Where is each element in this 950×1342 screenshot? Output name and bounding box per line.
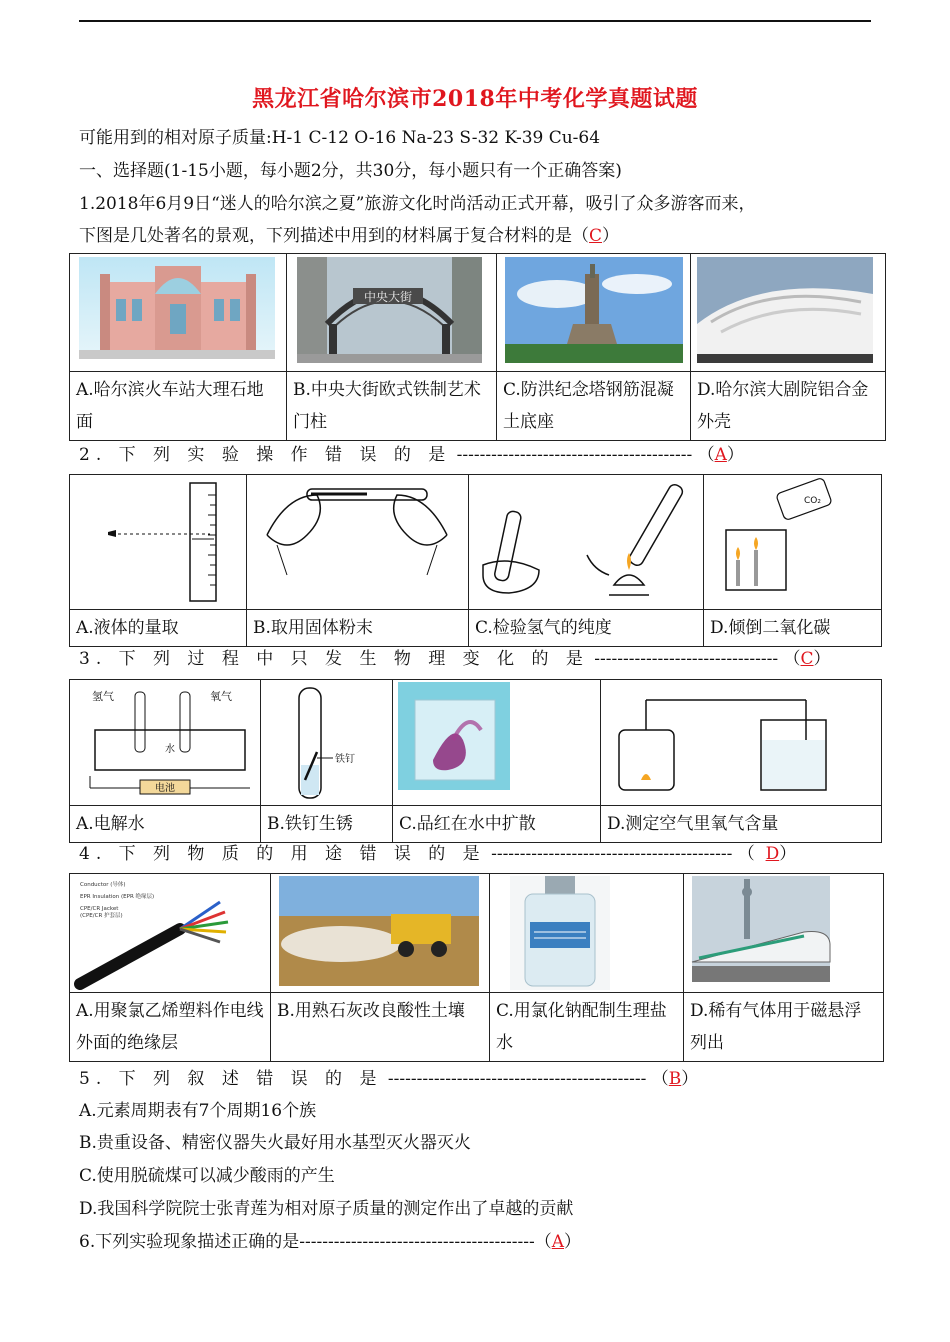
svg-text:中央大街: 中央大街 [363, 290, 413, 304]
cable-label-insulation: EPR Insulation (EPR 绝缘层) [80, 894, 155, 900]
q4-image-a [70, 874, 271, 993]
water-label: 水 [165, 744, 175, 755]
section-heading: 一、选择题(1-15小题，每小题2分，共30分，每小题只有一个正确答案) [79, 161, 622, 181]
q3-image-a [70, 680, 261, 806]
q1-image-b [287, 254, 497, 372]
q5-option-d: D.我国科学院院士张青莲为相对原子质量的测定作出了卓越的贡献 [79, 1199, 574, 1219]
q1-stem-line1: 1.2018年6月9日“迷人的哈尔滨之夏”旅游文化时尚活动正式开幕，吸引了众多游客而来， [79, 194, 756, 214]
q6-answer: A [551, 1232, 565, 1252]
q2-image-b [247, 475, 469, 610]
q4-image-d [684, 874, 884, 993]
h2-label: 氢气 [92, 690, 114, 703]
cable-label-conductor: Conductor (导体) [80, 882, 126, 888]
q2-option-c: C.检验氢气的纯度 [469, 610, 704, 647]
q2-option-d: D.倾倒二氧化碳 [704, 610, 882, 647]
q3-image-c [393, 680, 601, 806]
q2-image-c [469, 475, 704, 610]
q4-answer: D [765, 844, 780, 864]
atomic-mass-line: 可能用到的相对原子质量:H-1 C-12 O-16 Na-23 S-32 K-39 Cu-64 [79, 128, 601, 148]
q1-image-d [691, 254, 886, 372]
page-title: 黑龙江省哈尔滨市2018年中考化学真题试题 [252, 86, 698, 112]
header-rule [79, 20, 871, 22]
cable-label-jacket-cn: (CPE/CR 护套层) [80, 913, 123, 919]
q3-option-b: B.铁钉生锈 [261, 806, 393, 843]
q4-option-d: D.稀有气体用于磁悬浮列出 [684, 993, 884, 1062]
q3-stem: 3. 下 列 过 程 中 只 发 生 物 理 变 化 的 是 -------------------------------- （C） [79, 649, 831, 669]
q2-option-a: A.液体的量取 [70, 610, 247, 647]
co2-label: CO₂ [804, 496, 821, 506]
q2-image-a [70, 475, 247, 610]
q1-image-a [70, 254, 287, 372]
cable-label-jacket: CPE/CR Jacket [80, 906, 119, 912]
q1-options-table [69, 253, 886, 441]
q3-answer: C [800, 649, 814, 669]
q4-option-c: C.用氯化钠配制生理盐水 [490, 993, 684, 1062]
q1-answer: C [589, 226, 603, 246]
q3-image-b [261, 680, 393, 806]
q1-image-c [497, 254, 691, 372]
q2-answer: A [714, 445, 727, 465]
q5-stem: 5. 下 列 叙 述 错 误 的 是 --------------------------------------------- （B） [79, 1069, 699, 1089]
q4-option-b: B.用熟石灰改良酸性土壤 [271, 993, 490, 1062]
q5-option-a: A.元素周期表有7个周期16个族 [79, 1101, 317, 1121]
q1-stem-line2: 下图是几处著名的景观，下列描述中用到的材料属于复合材料的是（C） [79, 226, 620, 246]
q3-option-d: D.测定空气里氧气含量 [601, 806, 882, 843]
q4-image-c [490, 874, 684, 993]
q2-options-table [69, 474, 882, 647]
nail-label: 铁钉 [335, 754, 355, 765]
q1-option-a: A.哈尔滨火车站大理石地面 [70, 372, 287, 441]
q3-image-d [601, 680, 882, 806]
q1-option-c: C.防洪纪念塔钢筋混凝土底座 [497, 372, 691, 441]
q6-stem: 6.下列实验现象描述正确的是-----------------------------------------（A） [79, 1232, 582, 1252]
q4-option-a: A.用聚氯乙烯塑料作电线外面的绝缘层 [70, 993, 271, 1062]
q1-option-b: B.中央大街欧式铁制艺术门柱 [287, 372, 497, 441]
battery-label: 电池 [155, 783, 175, 794]
q2-image-d [704, 475, 882, 610]
q3-options-table [69, 679, 882, 843]
q5-option-c: C.使用脱硫煤可以减少酸雨的产生 [79, 1166, 335, 1186]
q4-stem: 4. 下 列 物 质 的 用 途 错 误 的 是 ------------------------------------------ （ D） [79, 844, 797, 864]
q4-image-b [271, 874, 490, 993]
q1-option-d: D.哈尔滨大剧院铝合金外壳 [691, 372, 886, 441]
q5-answer: B [668, 1069, 682, 1089]
q4-options-table [69, 873, 884, 1062]
o2-label: 氧气 [210, 690, 232, 703]
q3-option-a: A.电解水 [70, 806, 261, 843]
q3-option-c: C.品红在水中扩散 [393, 806, 601, 843]
q2-option-b: B.取用固体粉末 [247, 610, 469, 647]
q2-stem: 2. 下 列 实 验 操 作 错 误 的 是 ----------------------------------------- （A） [79, 445, 744, 465]
q5-option-b: B.贵重设备、精密仪器失火最好用水基型灭火器灭火 [79, 1133, 471, 1153]
